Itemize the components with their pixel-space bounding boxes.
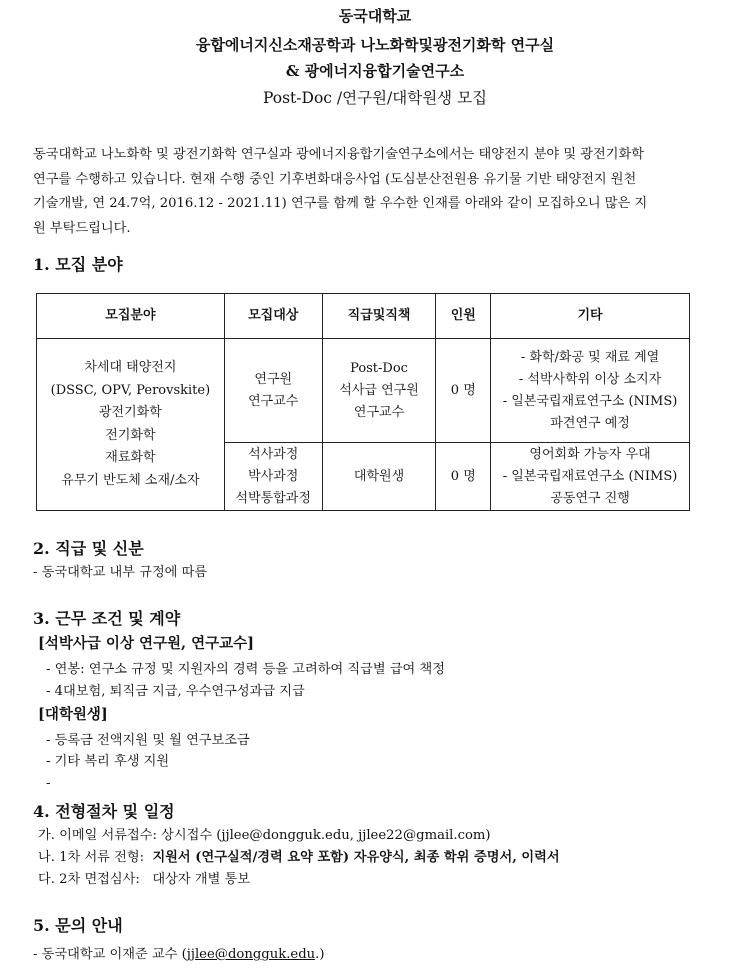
step2-label: 나. 1차 서류 전형: <box>38 850 145 865</box>
title-institute: & 광에너지융합기술연구소 <box>285 62 465 80</box>
header-position: 직급및직책 <box>322 294 436 339</box>
title-recruitment: Post-Doc /연구원/대학원생 모집 <box>262 89 488 107</box>
section3-heading: 3. 근무 조건 및 계약 <box>33 609 181 628</box>
section4-step1: 가. 이메일 서류접수: 상시접수 (jjlee@dongguk.edu, jjlee22@gmail.com) <box>38 828 491 843</box>
section4-step2 <box>38 848 560 868</box>
field-line: 유무기 반도체 소재/소자 <box>61 472 200 488</box>
target-cell <box>224 339 322 443</box>
recruitment-table <box>36 293 690 511</box>
section2-heading: 2. 직급 및 신분 <box>33 539 144 558</box>
section3-sub1: [석박사급 이상 연구원, 연구교수] <box>38 635 255 652</box>
header-field: 모집분야 <box>37 294 225 339</box>
intro-line: 기술개발, 연 24.7억, 2016.12 - 2021.11) 연구를 함께 할 우수한 인재를 아래와 같이 모집하오니 많은 지 <box>33 196 648 211</box>
field-cell <box>37 339 225 511</box>
field-line: (DSSC, OPV, Perovskite) <box>50 382 211 398</box>
intro-line: 동국대학교 나노화학 및 광전기화학 연구실과 광에너지융합기술연구소에서는 태양전지 분야 및 광전기화학 <box>33 147 644 162</box>
etc-line: - 일본국립재료연구소 (NIMS) <box>502 393 678 409</box>
etc-cell <box>491 443 690 511</box>
target-line: 연구원 <box>254 371 293 387</box>
header-count: 인원 <box>436 294 491 339</box>
section1-heading: 1. 모집 분야 <box>33 255 123 274</box>
position-line: 연구교수 <box>353 404 405 420</box>
section3-sub2-item: - 등록금 전액지원 및 월 연구보조금 <box>46 733 250 748</box>
contact-prefix: - 동국대학교 이재준 교수 ( <box>33 947 187 962</box>
count-cell: 0 명 <box>436 339 491 443</box>
section4-step3: 다. 2차 면접심사: 대상자 개별 통보 <box>38 872 250 887</box>
field-line: 재료화학 <box>105 450 156 465</box>
intro-line: 연구를 수행하고 있습니다. 현재 수행 중인 기후변화대응사업 (도심분산전원용 유기물 기반 태양전지 원천 <box>33 171 637 187</box>
section5-heading: 5. 문의 안내 <box>33 916 123 935</box>
field-line: 광전기화학 <box>99 405 162 420</box>
position-line: Post-Doc <box>350 360 408 376</box>
etc-line: 파견연구 예정 <box>550 415 630 431</box>
field-line: 차세대 태양전지 <box>84 360 177 375</box>
section3-sub2-item: - <box>46 776 51 791</box>
etc-line: 공동연구 진행 <box>550 490 630 506</box>
target-line: 연구교수 <box>248 393 299 409</box>
section4-heading: 4. 전형절차 및 일정 <box>33 802 175 821</box>
intro-paragraph <box>33 143 699 241</box>
target-cell <box>224 443 322 511</box>
header-etc: 기타 <box>491 294 690 339</box>
section3-sub2-item: - 기타 복리 후생 지원 <box>46 754 170 769</box>
etc-line: - 일본국립재료연구소 (NIMS) <box>502 468 678 484</box>
contact-line <box>33 945 324 965</box>
position-cell <box>322 443 436 511</box>
table-header-row <box>37 294 690 339</box>
position-line: 석사급 연구원 <box>339 382 419 398</box>
section3-sub1-item: - 4대보험, 퇴직금 지급, 우수연구성과급 지급 <box>46 684 305 699</box>
count-cell: 0 명 <box>436 443 491 511</box>
position-line: 대학원생 <box>353 468 405 484</box>
intro-line: 원 부탁드립니다. <box>33 220 131 236</box>
header-target: 모집대상 <box>224 294 322 339</box>
field-line: 전기화학 <box>105 427 156 443</box>
title-department: 융합에너지신소재공학과 나노화학및광전기화학 연구실 <box>195 36 555 54</box>
etc-cell <box>491 339 690 443</box>
etc-line: - 화학/화공 및 재료 계열 <box>520 349 660 365</box>
target-line: 박사과정 <box>248 468 299 484</box>
etc-line: - 석박사학위 이상 소지자 <box>518 371 662 387</box>
position-cell <box>322 339 436 443</box>
section2-item: - 동국대학교 내부 규정에 따름 <box>33 565 208 580</box>
contact-email-link[interactable]: jjlee@dongguk.edu <box>186 947 316 962</box>
section3-sub2: [대학원생] <box>38 706 108 723</box>
target-line: 석박통합과정 <box>235 490 311 506</box>
title-university: 동국대학교 <box>338 7 412 25</box>
etc-line: 영어회화 가능자 우대 <box>529 446 651 462</box>
section3-sub1-item: - 연봉: 연구소 규정 및 지원자의 경력 등을 고려하여 직급별 급여 책정 <box>46 662 445 677</box>
table-row <box>37 339 690 443</box>
target-line: 석사과정 <box>248 446 299 462</box>
contact-suffix: .) <box>315 947 325 962</box>
step2-requirements: 지원서 (연구실적/경력 요약 포함) 자유양식, 최종 학위 증명서, 이력서 <box>152 850 560 865</box>
